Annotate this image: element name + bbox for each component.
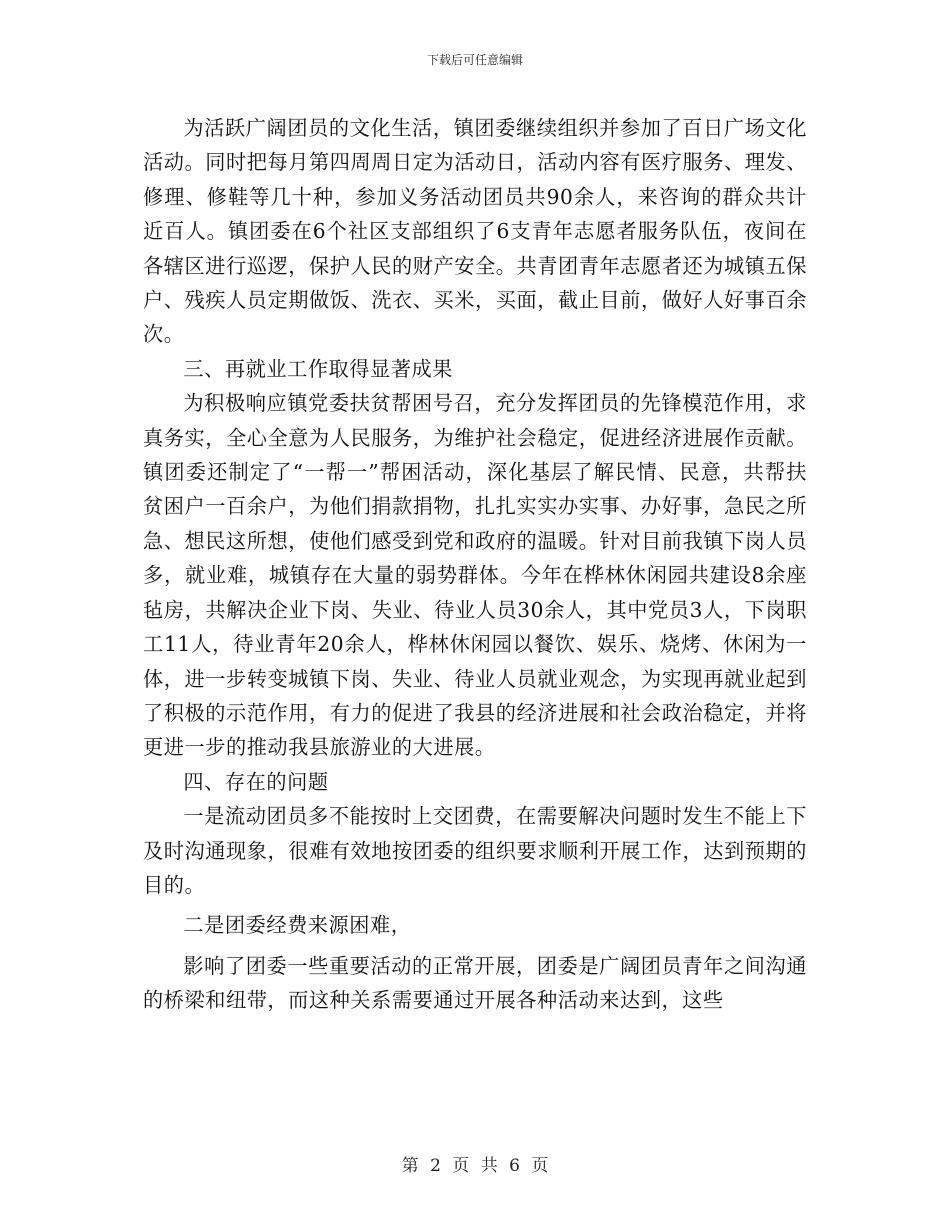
paragraph-problem-one: 一是流动团员多不能按时上交团费，在需要解决问题时发生不能上下及时沟通现象，很难有效地按团委的组织要求顺利开展工作，达到预期的目的。 [143, 804, 807, 897]
page-number-footer: 第 2 页 共 6 页 [401, 1156, 549, 1176]
paragraph-problem-two: 二是团委经费来源困难， [183, 913, 412, 938]
paragraph-volunteer-activities: 为活跃广阔团员的文化生活，镇团委继续组织并参加了百日广场文化活动。同时把每月第四周周日定为活动日，活动内容有医疗服务、理发、修理、修鞋等几十种，参加义务活动团员共90余人，来咨询的群众共计近百人。镇团委在6个社区支部组织了6支青年志愿者服务队伍，夜间在各辖区进行巡逻，保护人民的财产安全。共青团青年志愿者还为城镇五保户、残疾人员定期做饭、洗衣、买米，买面，截止目前，做好人好事百余次。 [143, 116, 807, 347]
section-heading-reemployment: 三、再就业工作取得显著成果 [183, 356, 453, 381]
document-body [143, 111, 807, 1018]
page-header-note: 下载后可任意编辑 [426, 53, 523, 67]
paragraph-problem-two-detail: 影响了团委一些重要活动的正常开展，团委是广阔团员青年之间沟通的桥梁和纽带，而这种关系需要通过开展各种活动来达到，这些 [143, 953, 807, 1013]
section-heading-problems: 四、存在的问题 [183, 769, 329, 794]
paragraph-reemployment: 为积极响应镇党委扶贫帮困号召，充分发挥团员的先锋模范作用，求真务实，全心全意为人民服务，为维护社会稳定，促进经济进展作贡献。镇团委还制定了“一帮一”帮困活动，深化基层了解民情、民意，共帮扶贫困户一百余户，为他们捐款捐物，扎扎实实办实事、办好事，急民之所急、想民这所想，使他们感受到党和政府的温暖。针对目前我镇下岗人员多，就业难，城镇存在大量的弱势群体。今年在桦林休闲园共建设8余座毡房，共解决企业下岗、失业、待业人员30余人，其中党员3人，下岗职工11人，待业青年20余人，桦林休闲园以餐饮、娱乐、烧烤、休闲为一体，进一步转变城镇下岗、失业、待业人员就业观念，为实现再就业起到了积极的示范作用，有力的促进了我县的经济进展和社会政治稳定，并将更进一步的推动我县旅游业的大进展。 [143, 391, 807, 760]
